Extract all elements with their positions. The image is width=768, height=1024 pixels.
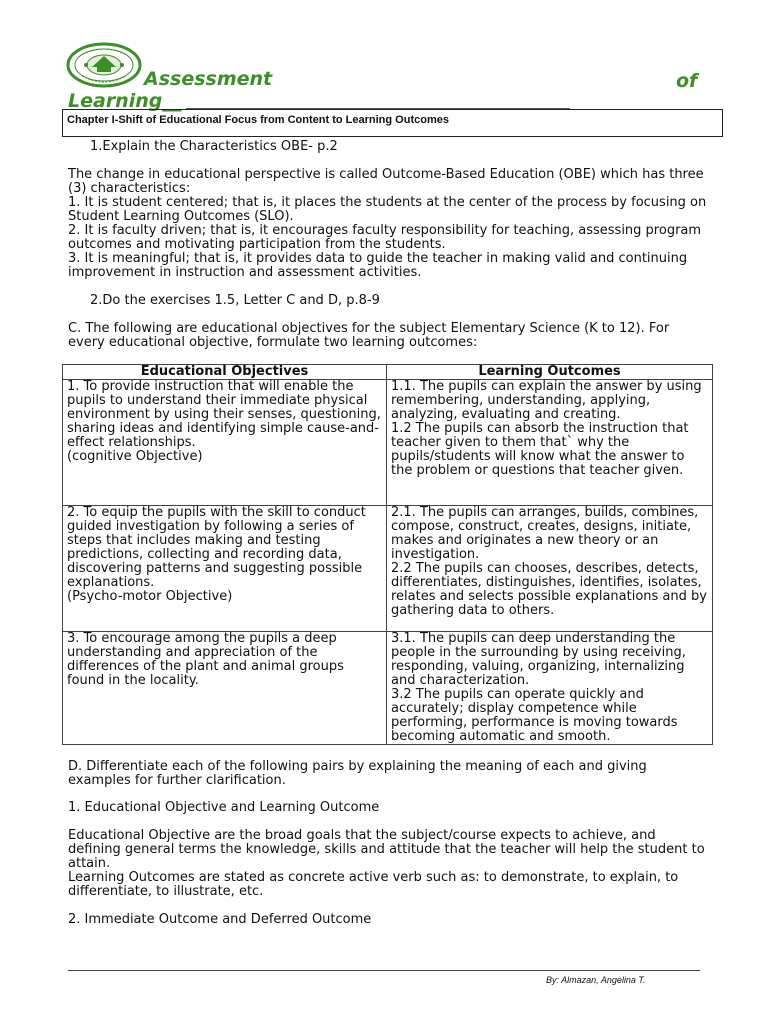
question-2-heading: 2.Do the exercises 1.5, Letter C and D, p.8-9 — [90, 293, 380, 308]
part-d-item-1-body: Educational Objective are the broad goals that the subject/course expects to achieve, and defining general terms the knowledge, skills and attitude that the teacher will help the student to attain. Learning Outcomes are stated as concrete active verb such as: to demonstrate, to explain, to differentiate, to illustrate, etc. — [68, 828, 705, 899]
objective-cell — [63, 380, 387, 506]
objectives-outcomes-table — [62, 364, 713, 745]
question-1-answer: The change in educational perspective is called Outcome-Based Education (OBE) which has three (3) characteristics: 1. It is student centered; that is, it places the students at the center of the process by focusing on Student Learning Outcomes (SLO). 2. It is faculty driven; that is, it encourages faculty responsibility for teaching, assessing program outcomes and motivating participation from the students. 3. It is meaningful; that is, it provides data to guide the teacher in making valid and continuing improvement in instruction and assessment activities. — [68, 167, 707, 280]
document-title — [68, 68, 272, 112]
question-1-heading: 1.Explain the Characteristics OBE- p.2 — [90, 139, 338, 154]
title-word-assessment: Assessment — [144, 68, 273, 90]
objective-text: 3. To encourage among the pupils a deep understanding and appreciation of the differences of the plant and animal groups found in the locality. — [67, 631, 349, 688]
outcomes-cell — [387, 632, 713, 745]
footer-author: By: Almazan, Angelina T. — [546, 975, 646, 985]
objective-text: 2. To equip the pupils with the skill to conduct guided investigation by following a series of steps that includes making and testing predictions, collecting and recording data, discovering patterns and suggesting possible explanations. (Psycho-motor Objective) — [67, 505, 366, 604]
outcomes-text: 1.1. The pupils can explain the answer by using remembering, understanding, applying, analyzing, evaluating and creating. 1.2 The pupils can absorb the instruction that teacher given to them that` why the pupils/students will know what the answer to the problem or questions that teacher given. — [391, 379, 702, 478]
part-c-intro: C. The following are educational objectives for the subject Elementary Science (K to 12). For every educational objective, formulate two learning outcomes: — [68, 321, 674, 350]
table-row — [63, 632, 713, 745]
title-word-learning: Learning__ — [68, 90, 182, 112]
table-row — [63, 380, 713, 506]
title-word-of: of — [676, 70, 698, 92]
outcomes-cell — [387, 380, 713, 506]
outcomes-cell — [387, 506, 713, 632]
column-header-objectives: Educational Objectives — [63, 365, 387, 380]
objective-cell — [63, 632, 387, 745]
objective-text: 1. To provide instruction that will enable the pupils to understand their immediate physical environment by using their senses, questioning, sharing ideas and identifying simple cause-and-effect relationships. (cognitive Objective) — [67, 379, 381, 464]
table-header-row — [63, 365, 713, 380]
column-header-outcomes: Learning Outcomes — [387, 365, 713, 380]
objective-cell — [63, 506, 387, 632]
chapter-heading-box: Chapter I-Shift of Educational Focus from Content to Learning Outcomes — [62, 109, 723, 137]
table-row — [63, 506, 713, 632]
part-d-intro: D. Differentiate each of the following pairs by explaining the meaning of each and giving examples for further clarification. — [68, 759, 651, 788]
outcomes-text: 2.1. The pupils can arranges, builds, combines, compose, construct, creates, designs, initiate, makes and originates a new theory or an investigation. 2.2 The pupils can chooses, describes, detects, differentiates, distinguishes, identifies, isolates, relates and selects possible explanations and by gathering data to others. — [391, 505, 707, 618]
part-d-item-2-title: 2. Immediate Outcome and Deferred Outcome — [68, 912, 372, 927]
footer-divider — [68, 970, 700, 971]
part-d-item-1-title: 1. Educational Objective and Learning Outcome — [68, 800, 380, 815]
outcomes-text: 3.1. The pupils can deep understanding the people in the surrounding by using receiving, responding, valuing, organizing, internalizing and characterization. 3.2 The pupils can operate quickly and accurately; display competence while performing, performance is moving towards becoming automatic and smooth. — [391, 631, 686, 744]
